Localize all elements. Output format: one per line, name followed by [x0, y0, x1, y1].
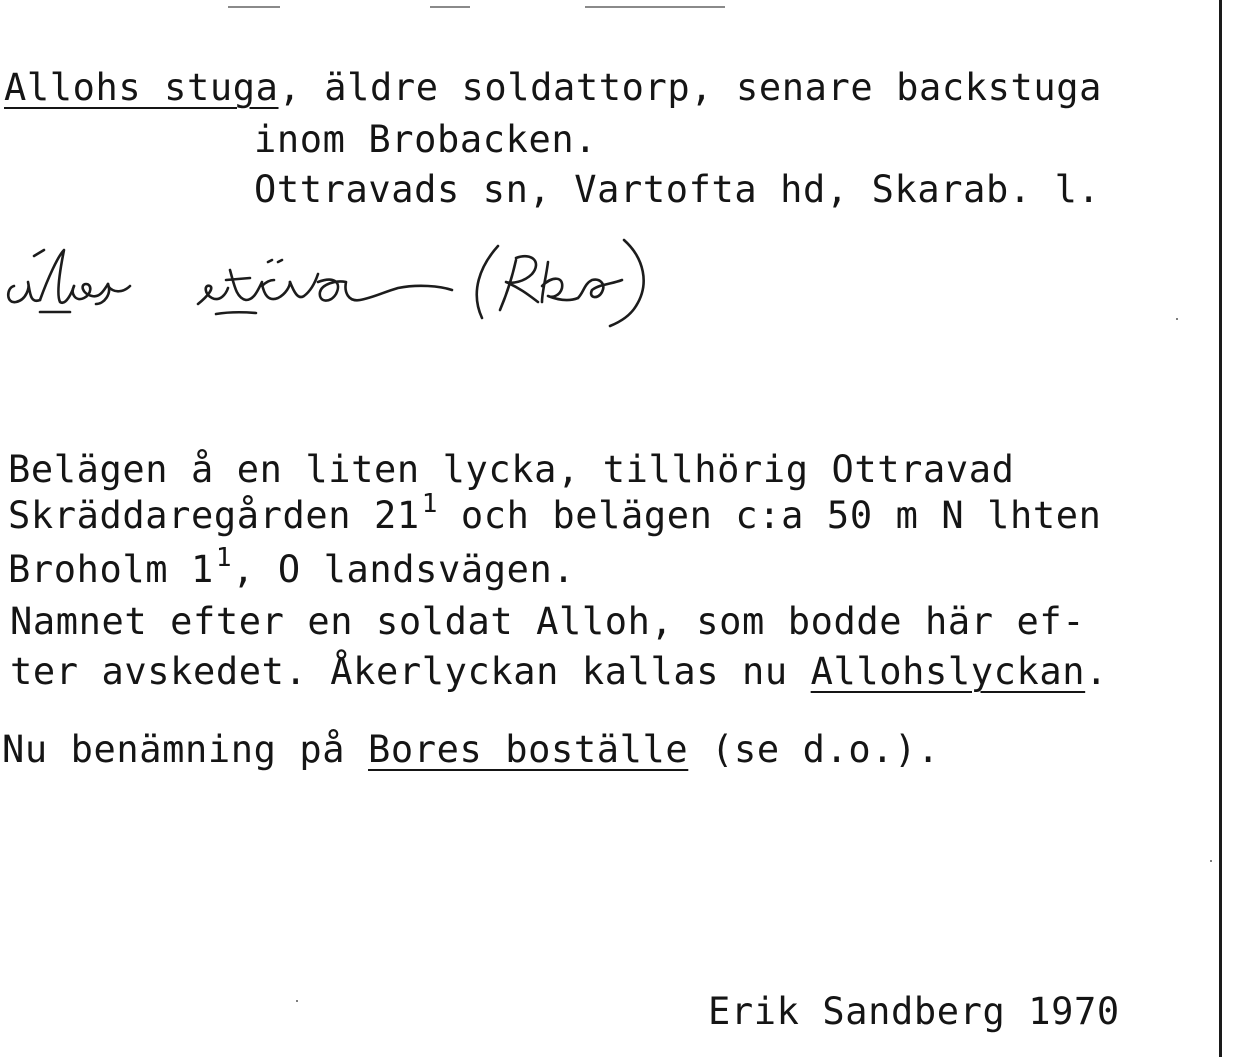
scan-speck — [296, 1000, 298, 1002]
body-line-4: Namnet efter en soldat Alloh, som bodde här ef- — [10, 600, 1086, 643]
body-line-5: ter avskedet. Åkerlyckan kallas nu Allohslyckan. — [10, 650, 1109, 693]
script-stroke — [226, 270, 262, 300]
script-stroke — [290, 274, 318, 297]
script-stroke — [500, 256, 538, 310]
card-edge-line — [1219, 0, 1222, 1057]
heading-description: , äldre soldattorp, senare backstuga — [278, 66, 1103, 109]
place-name: Allohs stuga — [4, 66, 279, 109]
script-stroke — [318, 280, 452, 301]
superscript: 1 — [215, 543, 233, 573]
handwritten-note — [0, 222, 680, 332]
script-stroke — [268, 260, 282, 262]
scan-mark — [228, 6, 280, 8]
script-stroke — [542, 262, 578, 302]
scan-mark — [585, 6, 725, 8]
signature: Erik Sandberg 1970 — [708, 990, 1120, 1033]
scan-speck — [1176, 318, 1178, 320]
superscript: 1 — [421, 489, 439, 519]
script-stroke — [477, 246, 498, 318]
heading-line-2: inom Brobacken. — [254, 118, 598, 161]
heading-line-1 — [4, 66, 1102, 110]
script-stroke — [40, 250, 74, 303]
script-stroke — [73, 284, 108, 299]
script-stroke — [34, 250, 44, 256]
heading-line-3: Ottravads sn, Vartofta hd, Skarab. l. — [254, 168, 1101, 211]
script-stroke — [578, 280, 622, 298]
body-line-3: Broholm $1^1$, O landsvägen. — [8, 543, 576, 591]
script-stroke — [198, 286, 228, 304]
reference-bores-bostalle: Bores boställe — [368, 728, 689, 771]
body-line-6: Nu benämning på Bores boställe (se d.o.). — [2, 728, 940, 771]
scan-mark — [430, 6, 470, 8]
body-line-1: Belägen å en liten lycka, tillhörig Ottravad — [8, 448, 1015, 491]
reference-allohslyckan: Allohslyckan — [810, 650, 1086, 693]
script-stroke — [216, 312, 256, 314]
script-stroke — [8, 282, 40, 302]
scan-speck — [1210, 860, 1212, 862]
script-stroke — [262, 280, 290, 299]
body-line-2: Skräddaregården $21^1$ och belägen c:a 50 m N lhten — [8, 489, 1102, 537]
